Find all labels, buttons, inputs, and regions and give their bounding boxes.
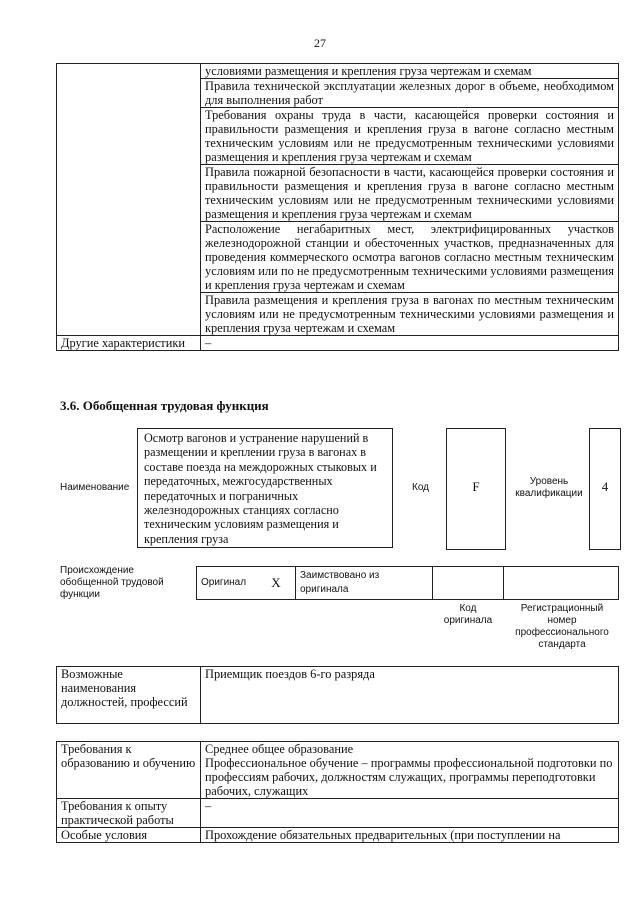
code-original-cell: [433, 567, 504, 600]
table-row: [57, 828, 619, 843]
table-row: [57, 742, 619, 799]
table-cell: Расположение негабаритных мест, электрифицированных участков железнодорожной станции и обесточенных участков, предназначенных для проведения коммерческого осмотра вагонов согласно местным техническим условиям или по не предусмотренным техническими условиями размещения и крепления груза чертежам и схемам: [201, 222, 619, 293]
special-conditions-value: Прохождение обязательных предварительных (при поступлении на: [201, 828, 619, 843]
experience-value: –: [201, 799, 619, 828]
table-cell: Правила технической эксплуатации железных дорог в объеме, необходимом для выполнения работ: [201, 79, 619, 108]
code-label: Код: [412, 482, 430, 493]
education-label: Требования к образованию и обучению: [57, 742, 201, 799]
other-characteristics-value: –: [201, 336, 619, 351]
table-row: [57, 64, 619, 79]
other-characteristics-label: Другие характеристики: [57, 336, 201, 351]
function-name-box: Осмотр вагонов и устранение нарушений в размещении и креплении груза в вагонах в составе поезда на междорожных стыковых и передаточных, межгосударственных передаточных и пограничных железнодорожных станциях согласно техническим условиям размещения и крепления груза: [137, 428, 393, 548]
reg-number-cell: [504, 567, 619, 600]
qualification-level-box: [589, 428, 621, 550]
original-label: Оригинал: [197, 567, 258, 600]
page-number: 27: [314, 36, 326, 50]
education-line: Профессиональное обучение – программы профессиональной подготовки по профессиям рабочих, должностям служащих, программы переподготовки рабочих, служащих: [205, 756, 613, 798]
code-value: F: [472, 479, 480, 494]
table-cell: условиями размещения и крепления груза чертежам и схемам: [201, 64, 619, 79]
experience-label: Требования к опыту практической работы: [57, 799, 201, 828]
competencies-table: [56, 63, 619, 351]
positions-table: [56, 666, 619, 724]
section-heading: 3.6. Обобщенная трудовая функция: [60, 398, 269, 413]
original-mark: X: [257, 567, 296, 600]
name-label: Наименование: [60, 482, 130, 493]
code-original-caption: Код оригинала: [443, 603, 493, 626]
table-cell: Правила размещения и крепления груза в вагонах по местным техническим условиям или не предусмотренным техническими условиями размещения и крепления груза чертежам и схемам: [201, 293, 619, 336]
origin-label: Происхождение обобщенной трудовой функции: [60, 565, 164, 600]
borrowed-label: Заимствовано из оригинала: [296, 567, 433, 600]
qualification-level-value: 4: [601, 479, 609, 494]
reg-number-caption: Регистрационный номер профессионального стандарта: [515, 603, 609, 650]
positions-value: Приемщик поездов 6-го разряда: [201, 667, 619, 724]
table-cell: Правила пожарной безопасности в части, касающейся проверки состояния и правильности размещения и крепления груза в вагоне согласно местным техническим условиям или не предусмотренным техническими условиями размещения и крепления груза чертежам и схемам: [201, 165, 619, 222]
special-conditions-label: Особые условия: [57, 828, 201, 843]
education-line: Среднее общее образование: [205, 742, 354, 756]
table-row: [57, 336, 619, 351]
requirements-table: [56, 741, 619, 843]
table-row: [197, 567, 619, 600]
education-value: [201, 742, 619, 799]
table-row: [57, 667, 619, 724]
qualification-level-label: Уровень квалификации: [515, 476, 583, 499]
table-cell: Требования охраны труда в части, касающейся проверки состояния и правильности размещения и крепления груза в вагоне согласно местным техническим условиям или не предусмотренным техническими условиями размещения и крепления груза чертежам и схемам: [201, 108, 619, 165]
origin-table: [196, 566, 619, 600]
positions-label: Возможные наименования должностей, профессий: [57, 667, 201, 724]
table-label-cell: [57, 64, 201, 336]
code-box: [446, 428, 506, 550]
table-row: [57, 799, 619, 828]
